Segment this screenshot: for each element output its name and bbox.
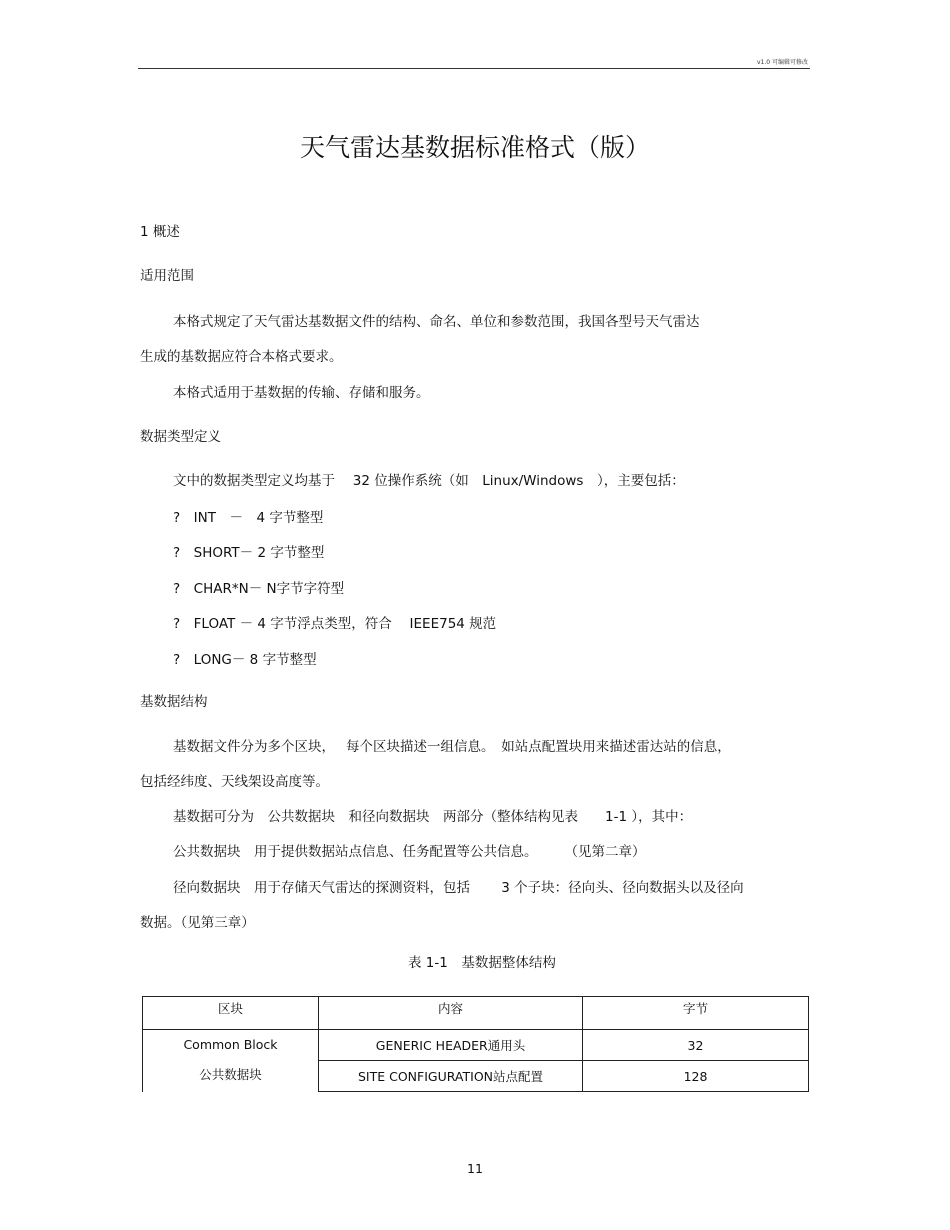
text-line: ? LONG－ 8 字节整型 — [173, 652, 317, 668]
table-cell-content: SITE CONFIGURATION站点配置 — [319, 1061, 583, 1092]
text-line: 基数据文件分为多个区块， 每个区块描述一组信息。 如站点配置块用来描述雷达站的信息， — [173, 739, 731, 755]
text-line: 径向数据块 用于存储天气雷达的探测资料，包括 3 个子块：径向头、径向数据头以及径向 — [173, 880, 744, 896]
table-header-row — [143, 997, 809, 1030]
table-row — [143, 1030, 809, 1061]
table-cell-bytes: 32 — [583, 1030, 809, 1061]
document-title: 天气雷达基数据标准格式（版） — [299, 133, 650, 162]
table-header-content: 内容 — [319, 997, 583, 1030]
table-header-block: 区块 — [143, 997, 319, 1030]
text-line: 1 概述 — [140, 224, 180, 240]
text-line: 基数据可分为 公共数据块 和径向数据块 两部分（整体结构见表 1-1 ），其中： — [173, 809, 693, 825]
table-cell-block — [143, 1030, 319, 1092]
text-line: 数据。（见第三章） — [140, 915, 255, 931]
header-rule — [138, 68, 810, 69]
block-label-cn: 公共数据块 — [199, 1067, 262, 1082]
text-line: 表 1-1 基数据整体结构 — [408, 955, 556, 971]
text-line: ? FLOAT － 4 字节浮点类型，符合 IEEE754 规范 — [173, 616, 497, 632]
text-line: 数据类型定义 — [140, 429, 221, 445]
block-label-en: Common Block — [183, 1037, 278, 1052]
text-line: 适用范围 — [140, 268, 194, 284]
table-cell-bytes: 128 — [583, 1061, 809, 1092]
header-version-note: v1.0 可编辑可修改 — [756, 59, 808, 66]
text-line: 基数据结构 — [140, 694, 208, 710]
text-line: ? INT － 4 字节整型 — [173, 510, 324, 526]
structure-table — [142, 996, 809, 1092]
table-cell-content: GENERIC HEADER通用头 — [319, 1030, 583, 1061]
table-header-bytes: 字节 — [583, 997, 809, 1030]
text-line: 文中的数据类型定义均基于 32 位操作系统（如 Linux/Windows ），主要包括： — [173, 473, 685, 489]
text-line: 生成的基数据应符合本格式要求。 — [140, 349, 343, 365]
text-line: ? SHORT－ 2 字节整型 — [173, 545, 325, 561]
text-line: 包括经纬度、天线架设高度等。 — [140, 774, 329, 790]
text-line: 公共数据块 用于提供数据站点信息、任务配置等公共信息。 （见第二章） — [173, 844, 646, 860]
text-line: ? CHAR*N－ N字节字符型 — [173, 581, 345, 597]
text-line: 本格式规定了天气雷达基数据文件的结构、命名、单位和参数范围，我国各型号天气雷达 — [173, 314, 700, 330]
text-line: 本格式适用于基数据的传输、存储和服务。 — [173, 385, 430, 401]
page-number: 11 — [467, 1161, 483, 1176]
